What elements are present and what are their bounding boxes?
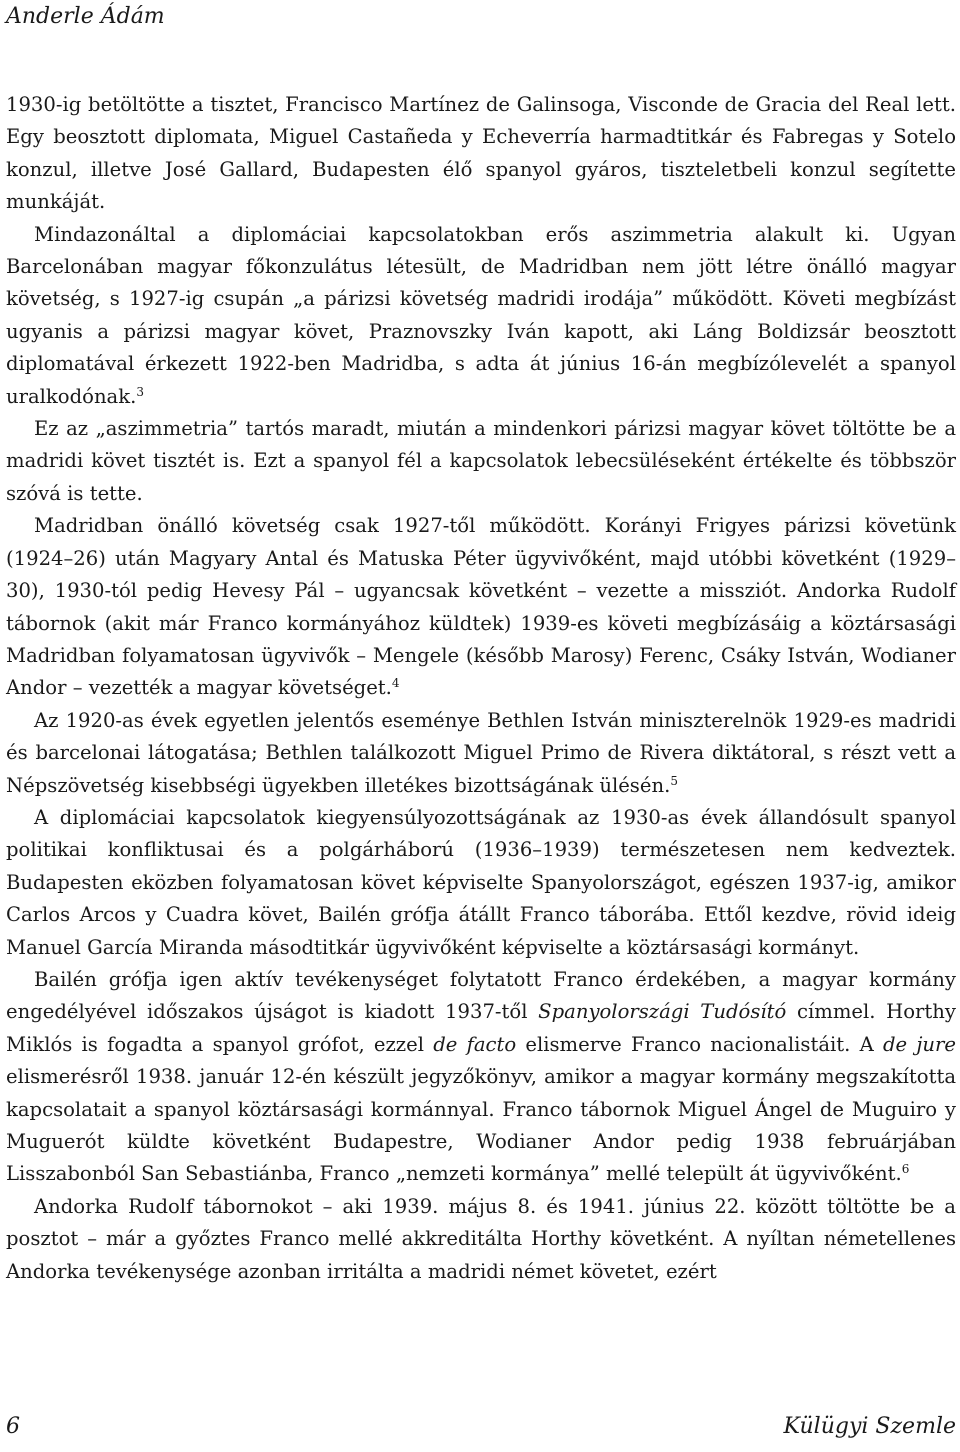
italic-text: de facto — [433, 1032, 517, 1056]
text-run: címmel. Horthy Miklós is fogadta a spanyol grófot, ezzel — [6, 1000, 956, 1056]
paragraph — [6, 510, 956, 704]
text-run: Mindazonáltal a diplomáciai kapcsolatokban erős aszimmetria alakult ki. Ugyan Barcelonában magyar főkonzulátus létesült, de Madridban nem jött létre önálló magyar követség, s 1927-ig csupán „a párizsi követség madridi irodája” működött. Követi megbízást ugyanis a párizsi magyar követ, Praznovszky Iván kapott, aki Láng Boldizsár beosztott diplomatával érkezett 1922-ben Madridba, s adta át június 16-án megbízólevelét a spanyol uralkodónak. — [6, 222, 956, 408]
text-run: A diplomáciai kapcsolatok kiegyensúlyozottságának az 1930-as évek állandósult spanyol politikai konfliktusai és a polgárháború (1936–1939) természetesen nem kedveztek. Budapesten eközben folyamatosan követ képviselte Spanyolországot, egészen 1937-ig, amikor Carlos Arcos y Cuadra követ, Bailén grófja átállt Franco táborába. Ettől kezdve, rövid ideig Manuel García Miranda másodtitkár ügyvivőként képviselte a köztársasági kormányt. — [6, 805, 956, 959]
text-run: elismerve Franco nacionalistáit. A — [516, 1032, 883, 1056]
footnote-ref: 4 — [391, 676, 400, 691]
text-run: Andorka Rudolf tábornokot – aki 1939. május 8. és 1941. június 22. között töltötte be a posztot – már a győztes Franco mellé akkreditálta Horthy követként. A nyíltan németellenes Andorka tevékenysége azonban irritálta a madridi német követet, ezért — [6, 1194, 956, 1283]
footnote-ref: 5 — [670, 773, 678, 788]
italic-text: Spanyolországi Tudósító — [538, 1000, 787, 1024]
paragraph — [6, 413, 956, 510]
paragraph — [6, 1191, 956, 1288]
paragraph — [6, 219, 956, 413]
paragraph — [6, 802, 956, 964]
footnote-ref: 6 — [901, 1162, 910, 1177]
text-run: Ez az „aszimmetria” tartós maradt, miután a mindenkori párizsi magyar követ töltötte be a madridi követ tisztét is. Ezt a spanyol fél a kapcsolatok lebecsüléseként értékelte és többször szóvá is tette. — [6, 417, 956, 505]
paragraph — [6, 705, 956, 802]
text-run: Madridban önálló követség csak 1927-től működött. Korányi Frigyes párizsi követünk (1924–26) után Magyary Antal és Matuska Péter ügyvivőként, majd utóbbi követként (1929–30), 1930-tól pedig Hevesy Pál – ugyancsak követként – vezette a missziót. Andorka Rudolf tábornok (akit már Franco kormányához küldtek) 1939-es követi megbízásáig a köztársasági Madridban folyamatosan ügyvivők – Mengele (később Marosy) Ferenc, Csáky István, Wodianer Andor – vezették a magyar követséget. — [6, 514, 956, 700]
paragraph — [6, 964, 956, 1191]
article-body — [6, 89, 956, 1288]
paragraph — [6, 89, 956, 219]
running-head-author: Anderle Ádám — [6, 4, 165, 29]
italic-text: de jure — [882, 1032, 956, 1056]
footnote-ref: 3 — [136, 384, 144, 399]
page-footer — [6, 1412, 956, 1442]
text-run: Bailén grófja igen aktív tevékenységet folytatott Franco érdekében, a magyar kormány engedélyével időszakos újságot is kiadott 1937-től — [6, 967, 956, 1024]
text-run: 1930-ig betöltötte a tisztet, Francisco Martínez de Galinsoga, Visconde de Gracia del Real lett. Egy beosztott diplomata, Miguel Castañeda y Echeverría harmadtitkár és Fabregas y Sotelo konzul, illetve José Gallard, Budapesten élő spanyol gyáros, tiszteletbeli konzul segítette munkáját. — [6, 93, 956, 214]
text-run: Az 1920-as évek egyetlen jelentős eseménye Bethlen István miniszterelnök 1929-es madridi és barcelonai látogatása; Bethlen találkozott Miguel Primo de Rivera diktátoral, s részt vett a Népszövetség kisebbségi ügyekben illetékes bizottságának ülésén. — [6, 708, 956, 797]
page-number: 6 — [6, 1414, 20, 1439]
text-run: elismerésről 1938. január 12-én készült jegyzőkönyv, amikor a magyar kormány megszakította kapcsolatait a spanyol köztársasági kormánnyal. Franco tábornok Miguel Ángel de Muguiro y Muguerót küldte követként Budapestre, Wodianer Andor pedig 1938 februárjában Lisszabonból San Sebastiánba, Franco „nemzeti kormánya” mellé települt át ügyvivőként. — [6, 1065, 956, 1186]
journal-name: Külügyi Szemle — [783, 1414, 956, 1439]
